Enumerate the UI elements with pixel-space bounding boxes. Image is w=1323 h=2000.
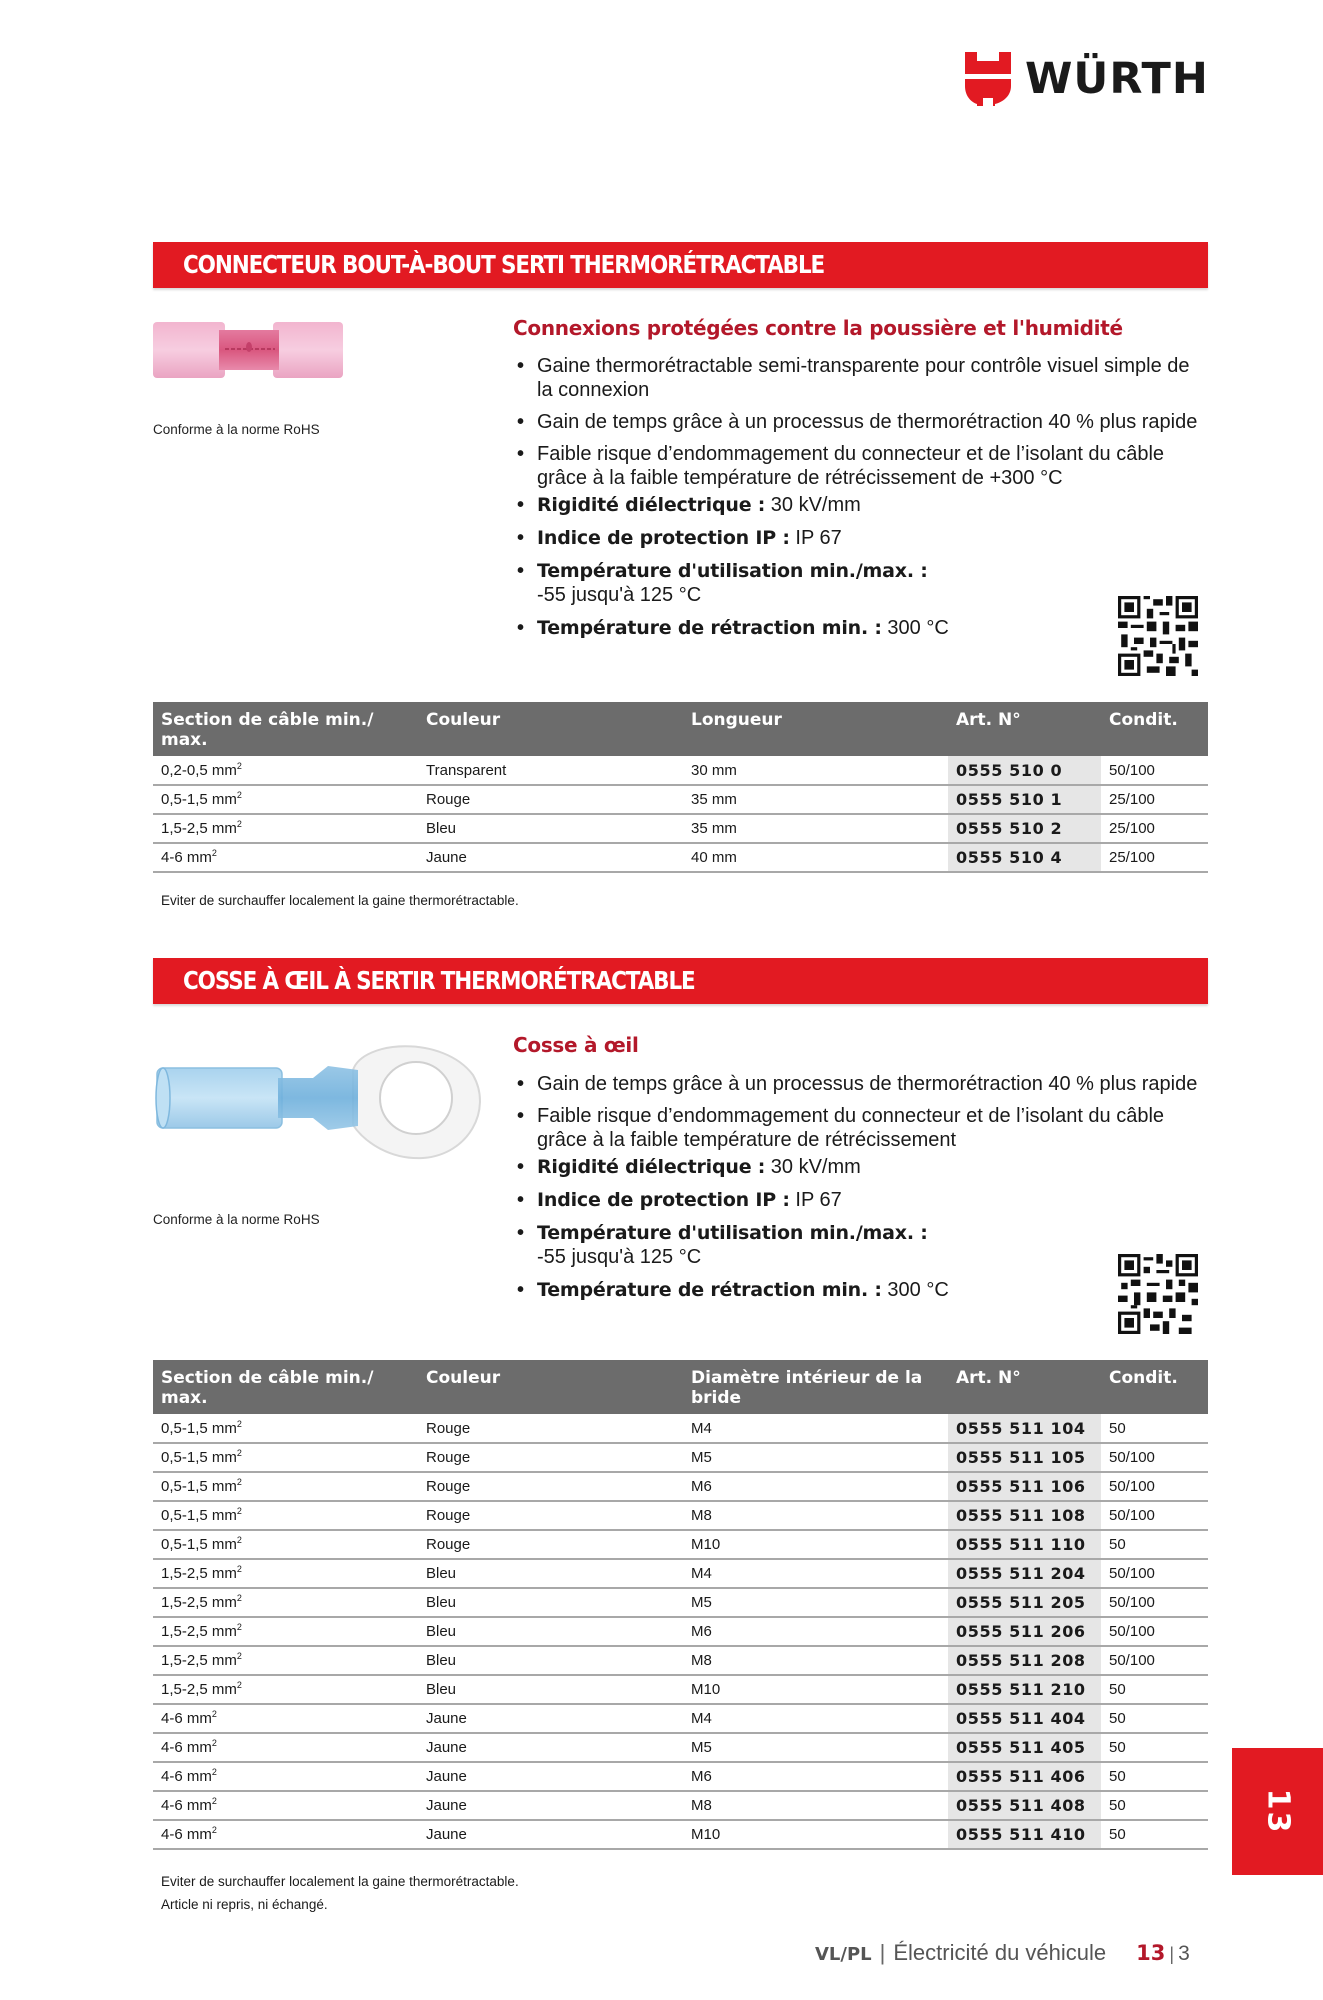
- column-header-packaging: Condit.: [1101, 1360, 1208, 1414]
- cell-art-no: 0555 511 105: [948, 1443, 1101, 1472]
- cell-packaging: 25/100: [1101, 814, 1208, 843]
- cell-packaging: 50: [1101, 1530, 1208, 1559]
- feature-item: • Température d'utilisation min./max. : -55 jusqu'à 125 °C: [515, 1221, 1205, 1269]
- cell-packaging: 50: [1101, 1414, 1208, 1443]
- table-row: [153, 756, 1208, 785]
- cell-section: 0,5-1,5 $mm^2$: [153, 1443, 418, 1472]
- cell-section: 4-6 $mm^2$: [153, 1820, 418, 1849]
- section-banner-ring-terminal: [153, 958, 1208, 1004]
- section-banner-butt-connector: [153, 242, 1208, 288]
- feature-item: • Gain de temps grâce à un processus de thermorétraction 40 % plus rapide: [515, 1072, 1205, 1096]
- cell-color: Rouge: [418, 1443, 683, 1472]
- qr-code-icon[interactable]: [1118, 596, 1198, 676]
- cell-art-no: 0555 510 0: [948, 756, 1101, 785]
- qr-code-icon[interactable]: [1118, 1254, 1198, 1334]
- table-row: [153, 1617, 1208, 1646]
- table-row: [153, 1733, 1208, 1762]
- cell-inner-diameter: M5: [683, 1733, 948, 1762]
- table-row: [153, 1646, 1208, 1675]
- cell-packaging: 50/100: [1101, 1443, 1208, 1472]
- column-header-art-no: Art. N°: [948, 1360, 1101, 1414]
- cell-inner-diameter: M10: [683, 1530, 948, 1559]
- cell-color: Jaune: [418, 1791, 683, 1820]
- cell-color: Bleu: [418, 1588, 683, 1617]
- brand-name: WÜRTH: [1025, 53, 1209, 104]
- cell-art-no: 0555 511 210: [948, 1675, 1101, 1704]
- cell-inner-diameter: M4: [683, 1414, 948, 1443]
- table-row: [153, 785, 1208, 814]
- cell-art-no: 0555 510 2: [948, 814, 1101, 843]
- cell-packaging: 50: [1101, 1820, 1208, 1849]
- cell-inner-diameter: M8: [683, 1501, 948, 1530]
- feature-item: • Rigidité diélectrique : 30 kV/mm: [515, 1155, 1205, 1179]
- column-header-packaging: Condit.: [1101, 702, 1208, 756]
- cell-section: 0,2-0,5 $mm^2$: [153, 756, 418, 785]
- feature-item: • Faible risque d’endommagement du connecteur et de l’isolant du câble grâce à la faible température de rétrécissement de +300 °C: [515, 442, 1205, 490]
- cell-section: 1,5-2,5 $mm^2$: [153, 1588, 418, 1617]
- cell-art-no: 0555 511 404: [948, 1704, 1101, 1733]
- cell-color: Bleu: [418, 1675, 683, 1704]
- cell-color: Bleu: [418, 1617, 683, 1646]
- cell-art-no: 0555 511 110: [948, 1530, 1101, 1559]
- cell-section: 1,5-2,5 $mm^2$: [153, 1617, 418, 1646]
- feature-item: • Faible risque d’endommagement du connecteur et de l’isolant du câble grâce à la faible température de rétrécissement: [515, 1104, 1205, 1152]
- cell-packaging: 50: [1101, 1762, 1208, 1791]
- cell-packaging: 50/100: [1101, 1646, 1208, 1675]
- feature-list: [515, 1072, 1205, 1311]
- cell-section: 0,5-1,5 $mm^2$: [153, 1501, 418, 1530]
- cell-art-no: 0555 511 104: [948, 1414, 1101, 1443]
- cell-inner-diameter: M5: [683, 1588, 948, 1617]
- cell-packaging: 25/100: [1101, 785, 1208, 814]
- table-row: [153, 843, 1208, 872]
- footer-page-number: 3: [1178, 1942, 1190, 1965]
- column-header-section: Section de câble min./ max.: [153, 1360, 418, 1414]
- cell-art-no: 0555 510 4: [948, 843, 1101, 872]
- cell-section: 0,5-1,5 $mm^2$: [153, 785, 418, 814]
- rohs-compliance-note: Conforme à la norme RoHS: [153, 422, 320, 437]
- ring-terminal-blue-image: [153, 1030, 489, 1165]
- cell-art-no: 0555 511 208: [948, 1646, 1101, 1675]
- feature-item: • Gain de temps grâce à un processus de thermorétraction 40 % plus rapide: [515, 410, 1205, 434]
- cell-packaging: 25/100: [1101, 843, 1208, 872]
- table-row: [153, 1472, 1208, 1501]
- footer-category: Électricité du véhicule: [893, 1940, 1107, 1965]
- table-row: [153, 1559, 1208, 1588]
- section-subtitle: Cosse à œil: [513, 1033, 639, 1057]
- cell-packaging: 50/100: [1101, 756, 1208, 785]
- feature-item: • Gaine thermorétractable semi-transparente pour contrôle visuel simple de la connexion: [515, 354, 1205, 402]
- cell-art-no: 0555 511 408: [948, 1791, 1101, 1820]
- cell-length: 35 mm: [683, 814, 948, 843]
- cell-art-no: 0555 511 206: [948, 1617, 1101, 1646]
- footer-chapter-number: 13: [1136, 1941, 1166, 1965]
- rohs-compliance-note: Conforme à la norme RoHS: [153, 1212, 320, 1227]
- column-header-color: Couleur: [418, 702, 683, 756]
- cell-packaging: 50: [1101, 1791, 1208, 1820]
- feature-item: • Température de rétraction min. : 300 °C: [515, 1278, 1205, 1302]
- cell-packaging: 50/100: [1101, 1501, 1208, 1530]
- cell-section: 0,5-1,5 $mm^2$: [153, 1530, 418, 1559]
- cell-section: 1,5-2,5 $mm^2$: [153, 1646, 418, 1675]
- cell-packaging: 50: [1101, 1733, 1208, 1762]
- cell-inner-diameter: M10: [683, 1675, 948, 1704]
- cell-section: 4-6 $mm^2$: [153, 843, 418, 872]
- table-header-row: [153, 702, 1208, 756]
- cell-color: Jaune: [418, 1733, 683, 1762]
- cell-art-no: 0555 511 204: [948, 1559, 1101, 1588]
- cell-length: 40 mm: [683, 843, 948, 872]
- cell-color: Rouge: [418, 785, 683, 814]
- column-header-section: Section de câble min./ max.: [153, 702, 418, 756]
- chapter-tab-label: 13: [1260, 1788, 1295, 1835]
- table-row: [153, 1588, 1208, 1617]
- cell-color: Rouge: [418, 1501, 683, 1530]
- feature-list: [515, 354, 1205, 649]
- cell-inner-diameter: M10: [683, 1820, 948, 1849]
- footer-segment: VL/PL: [815, 1944, 872, 1965]
- cell-art-no: 0555 511 205: [948, 1588, 1101, 1617]
- feature-item: • Température d'utilisation min./max. : -55 jusqu'à 125 °C: [515, 559, 1205, 607]
- cell-inner-diameter: M8: [683, 1646, 948, 1675]
- table-row: [153, 1501, 1208, 1530]
- cell-inner-diameter: M8: [683, 1791, 948, 1820]
- column-header-length: Longueur: [683, 702, 948, 756]
- cell-section: 0,5-1,5 $mm^2$: [153, 1472, 418, 1501]
- butt-connector-pink-image: [153, 316, 345, 382]
- cell-section: 1,5-2,5 $mm^2$: [153, 1675, 418, 1704]
- usage-note: Eviter de surchauffer localement la gaine thermorétractable.: [161, 1874, 519, 1889]
- feature-item: • Température de rétraction min. : 300 °C: [515, 616, 1205, 640]
- table-row: [153, 814, 1208, 843]
- table-row: [153, 1675, 1208, 1704]
- cell-art-no: 0555 511 405: [948, 1733, 1101, 1762]
- cell-section: 4-6 $mm^2$: [153, 1704, 418, 1733]
- wurth-logo-mark-icon: [965, 52, 1011, 106]
- cell-art-no: 0555 510 1: [948, 785, 1101, 814]
- cell-art-no: 0555 511 106: [948, 1472, 1101, 1501]
- product-table-ring-terminal: [153, 1360, 1208, 1850]
- table-row: [153, 1443, 1208, 1472]
- cell-color: Rouge: [418, 1530, 683, 1559]
- product-table-butt-connector: [153, 702, 1208, 873]
- cell-color: Transparent: [418, 756, 683, 785]
- footer-separator: |: [879, 1940, 886, 1965]
- cell-color: Rouge: [418, 1414, 683, 1443]
- cell-inner-diameter: M6: [683, 1617, 948, 1646]
- cell-packaging: 50: [1101, 1704, 1208, 1733]
- cell-section: 4-6 $mm^2$: [153, 1791, 418, 1820]
- cell-color: Jaune: [418, 1820, 683, 1849]
- chapter-tab[interactable]: [1232, 1748, 1323, 1875]
- cell-art-no: 0555 511 108: [948, 1501, 1101, 1530]
- wurth-logo: [965, 52, 1209, 106]
- column-header-art-no: Art. N°: [948, 702, 1101, 756]
- cell-color: Bleu: [418, 1646, 683, 1675]
- section-title: COSSE À ŒIL À SERTIR THERMORÉTRACTABLE: [183, 966, 695, 995]
- cell-section: 1,5-2,5 $mm^2$: [153, 814, 418, 843]
- cell-color: Jaune: [418, 1762, 683, 1791]
- cell-art-no: 0555 511 410: [948, 1820, 1101, 1849]
- section-title: CONNECTEUR BOUT-À-BOUT SERTI THERMORÉTRACTABLE: [183, 250, 825, 279]
- cell-packaging: 50: [1101, 1675, 1208, 1704]
- return-policy-note: Article ni repris, ni échangé.: [161, 1897, 328, 1912]
- cell-packaging: 50/100: [1101, 1472, 1208, 1501]
- cell-color: Rouge: [418, 1472, 683, 1501]
- table-header-row: [153, 1360, 1208, 1414]
- cell-inner-diameter: M6: [683, 1762, 948, 1791]
- feature-item: • Indice de protection IP : IP 67: [515, 526, 1205, 550]
- cell-color: Jaune: [418, 843, 683, 872]
- cell-inner-diameter: M4: [683, 1559, 948, 1588]
- table-row: [153, 1414, 1208, 1443]
- table-row: [153, 1791, 1208, 1820]
- cell-length: 35 mm: [683, 785, 948, 814]
- table-row: [153, 1762, 1208, 1791]
- cell-art-no: 0555 511 406: [948, 1762, 1101, 1791]
- usage-note: Eviter de surchauffer localement la gaine thermorétractable.: [161, 893, 519, 908]
- cell-section: 0,5-1,5 $mm^2$: [153, 1414, 418, 1443]
- feature-item: • Indice de protection IP : IP 67: [515, 1188, 1205, 1212]
- cell-color: Bleu: [418, 814, 683, 843]
- cell-section: 4-6 $mm^2$: [153, 1762, 418, 1791]
- cell-section: 1,5-2,5 $mm^2$: [153, 1559, 418, 1588]
- page-footer: [815, 1940, 1190, 1966]
- cell-inner-diameter: M6: [683, 1472, 948, 1501]
- table-row: [153, 1530, 1208, 1559]
- cell-inner-diameter: M5: [683, 1443, 948, 1472]
- feature-item: • Rigidité diélectrique : 30 kV/mm: [515, 493, 1205, 517]
- cell-color: Jaune: [418, 1704, 683, 1733]
- footer-page-separator: |: [1169, 1944, 1175, 1964]
- cell-section: 4-6 $mm^2$: [153, 1733, 418, 1762]
- cell-packaging: 50/100: [1101, 1588, 1208, 1617]
- cell-packaging: 50/100: [1101, 1617, 1208, 1646]
- table-row: [153, 1820, 1208, 1849]
- cell-packaging: 50/100: [1101, 1559, 1208, 1588]
- cell-inner-diameter: M4: [683, 1704, 948, 1733]
- column-header-color: Couleur: [418, 1360, 683, 1414]
- cell-length: 30 mm: [683, 756, 948, 785]
- column-header-inner-diameter: Diamètre intérieur de la bride: [683, 1360, 948, 1414]
- cell-color: Bleu: [418, 1559, 683, 1588]
- section-subtitle: Connexions protégées contre la poussière et l'humidité: [513, 316, 1123, 340]
- table-row: [153, 1704, 1208, 1733]
